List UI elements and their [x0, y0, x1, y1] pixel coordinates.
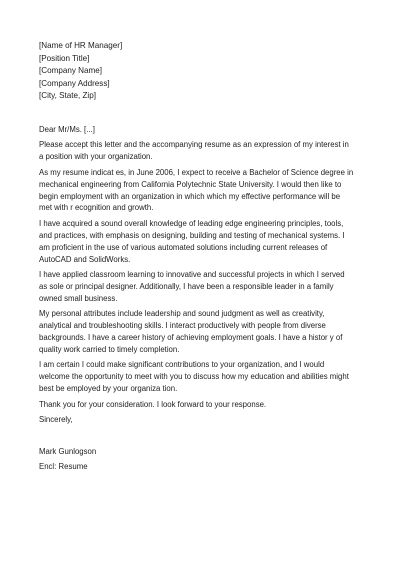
recipient-street-address: [Company Address]: [39, 78, 110, 88]
paragraph-line: best be employed by your organiza tion.: [39, 384, 178, 394]
paragraph-line: met with r ecognition and growth.: [39, 203, 154, 213]
paragraph-contribution: [39, 359, 374, 395]
recipient-city-state-zip: [City, State, Zip]: [39, 91, 96, 101]
paragraph-line: begin employment with an organization in which which my effective performance will be: [39, 191, 341, 201]
recipient-position: [Position Title]: [39, 53, 90, 63]
paragraph-education: [39, 167, 374, 215]
enclosure-note: Encl: Resume: [39, 462, 88, 472]
paragraph-skills: [39, 218, 374, 266]
paragraph-line: am proficient in the use of various automated solutions including current releases of: [39, 242, 328, 252]
paragraph-line: Please accept this letter and the accompanying resume as an expression of my interest in: [39, 140, 349, 150]
paragraph-line: AutoCAD and SolidWorks.: [39, 254, 131, 264]
paragraph-line: and practices, with emphasis on designing, building and testing of mechanical systems. I: [39, 230, 345, 240]
paragraph-line: quality work carried to timely completion.: [39, 344, 180, 354]
salutation: Dear Mr/Ms. [...]: [39, 125, 95, 134]
paragraph-line: As my resume indicat es, in June 2006, I expect to receive a Bachelor of Science degree in: [39, 167, 354, 177]
paragraph-attributes: [39, 308, 374, 356]
paragraph-line: as sole or principal designer. Additionally, I have been a responsible leader in a family: [39, 281, 334, 291]
paragraph-line: analytical and troubleshooting skills. I interact productively with people from diverse: [39, 321, 326, 331]
signature-name: Mark Gunlogson: [39, 446, 97, 456]
recipient-address-block: [39, 40, 369, 103]
recipient-name: [Name of HR Manager]: [39, 41, 123, 50]
paragraph-line: welcome the opportunity to meet with you to discuss how my education and abilities might: [39, 372, 349, 382]
paragraph-line: backgrounds. I have a career history of achieving employment goals. I have a histor y of: [39, 333, 343, 342]
paragraph-projects: [39, 269, 374, 305]
recipient-company: [Company Name]: [39, 66, 102, 76]
paragraph-line: I have acquired a sound overall knowledge of leading edge engineering principles, tools,: [39, 218, 344, 228]
letter-body: [39, 124, 374, 473]
paragraph-line: Thank you for your consideration. I look forward to your response.: [39, 399, 267, 409]
paragraph-line: I am certain I could make significant contributions to your organization, and I would: [39, 360, 325, 370]
paragraph-thanks: [39, 399, 374, 411]
paragraph-line: My personal attributes include leadership and sound judgment as well as creativity,: [39, 309, 325, 319]
paragraph-line: owned small business.: [39, 293, 118, 303]
closing: Sincerely,: [39, 414, 73, 424]
paragraph-intro: [39, 139, 374, 163]
paragraph-line: a position with your organization.: [39, 152, 153, 162]
paragraph-line: mechanical engineering from California Polytechnic State University. I would then like to: [39, 179, 342, 189]
paragraph-line: I have applied classroom learning to innovative and successful projects in which I served: [39, 269, 345, 279]
